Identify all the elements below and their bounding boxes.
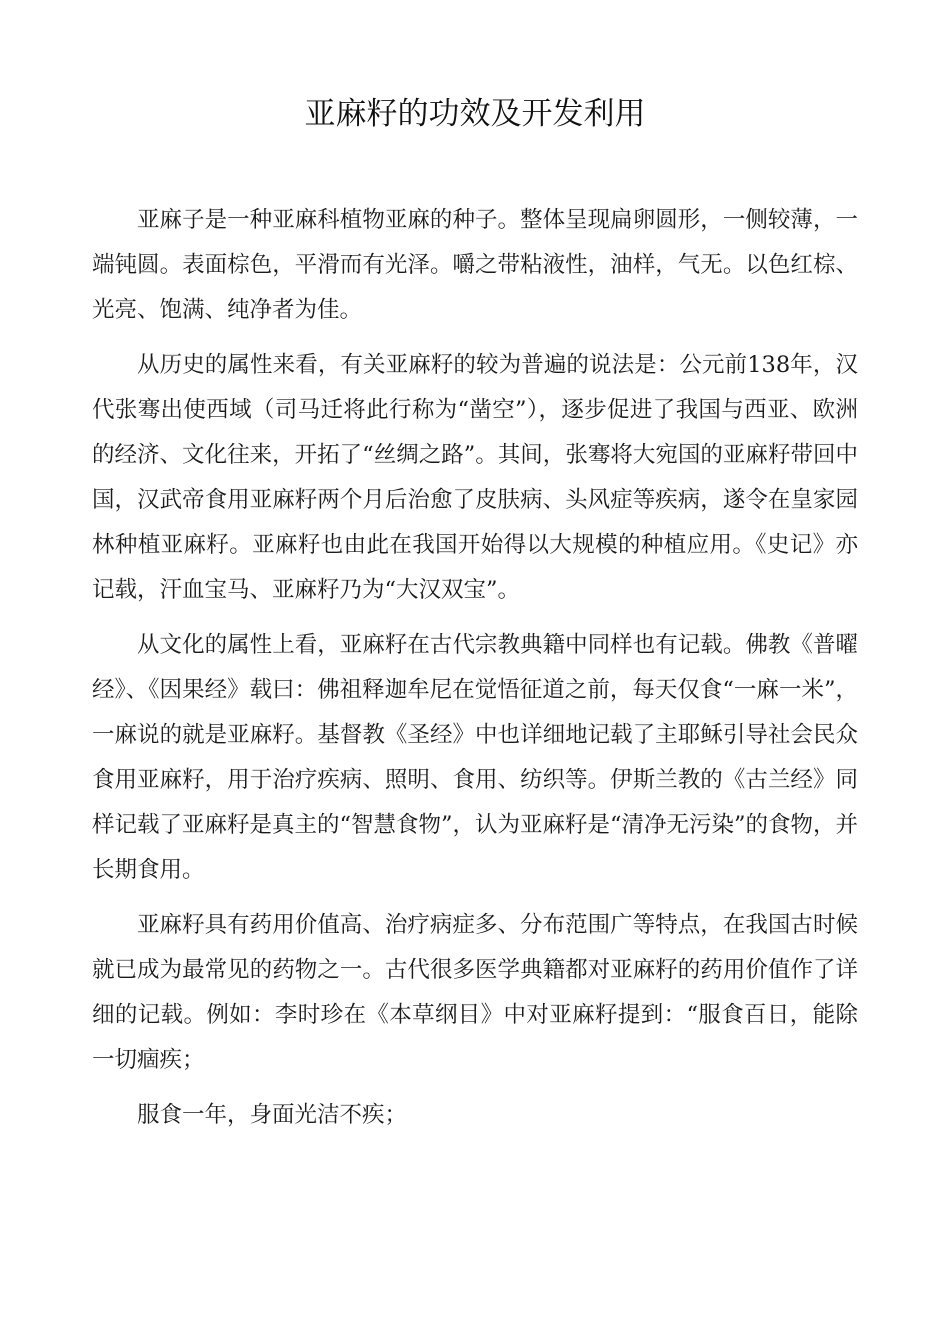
paragraph-flaxseed-description: 亚麻子是一种亚麻科植物亚麻的种子。整体呈现扁卵圆形，一侧较薄，一端钝圆。表面棕色，平滑而有光泽。嚼之带粘液性，油样，气无。以色红棕、光亮、饱满、纯净者为佳。 [92, 207, 858, 323]
document-title: 亚麻籽的功效及开发利用 [304, 96, 646, 132]
paragraph-medicinal-value: 亚麻籽具有药用价值高、治疗病症多、分布范围广等特点，在我国古时候就已成为最常见的药物之一。古代很多医学典籍都对亚麻籽的药用价值作了详细的记载。例如：李时珍在《本草纲目》中对亚麻籽提到：“服食百日，能除一切痼疾； [92, 912, 858, 1073]
document-body [92, 198, 858, 1148]
paragraph-history: 从历史的属性来看，有关亚麻籽的较为普遍的说法是：公元前138年，汉代张骞出使西域（司马迁将此行称为“凿空”），逐步促进了我国与西亚、欧洲的经济、文化往来，开拓了“丝绸之路”。其间，张骞将大宛国的亚麻籽带回中国，汉武帝食用亚麻籽两个月后治愈了皮肤病、头风症等疾病，遂令在皇家园林种植亚麻籽。亚麻籽也由此在我国开始得以大规模的种植应用。《史记》亦记载，汗血宝马、亚麻籽乃为“大汉双宝”。 [92, 352, 858, 603]
paragraph-quote-continuation: 服食一年，身面光洁不疾； [137, 1102, 408, 1128]
paragraph-culture: 从文化的属性上看，亚麻籽在古代宗教典籍中同样也有记载。佛教《普曜经》、《因果经》载曰：佛祖释迦牟尼在觉悟征道之前，每天仅食“一麻一米”，一麻说的就是亚麻籽。基督教《圣经》中也详细地记载了主耶稣引导社会民众食用亚麻籽，用于治疗疾病、照明、食用、纺织等。伊斯兰教的《古兰经》同样记载了亚麻籽是真主的“智慧食物”，认为亚麻籽是“清净无污染”的食物，并长期食用。 [92, 632, 859, 883]
